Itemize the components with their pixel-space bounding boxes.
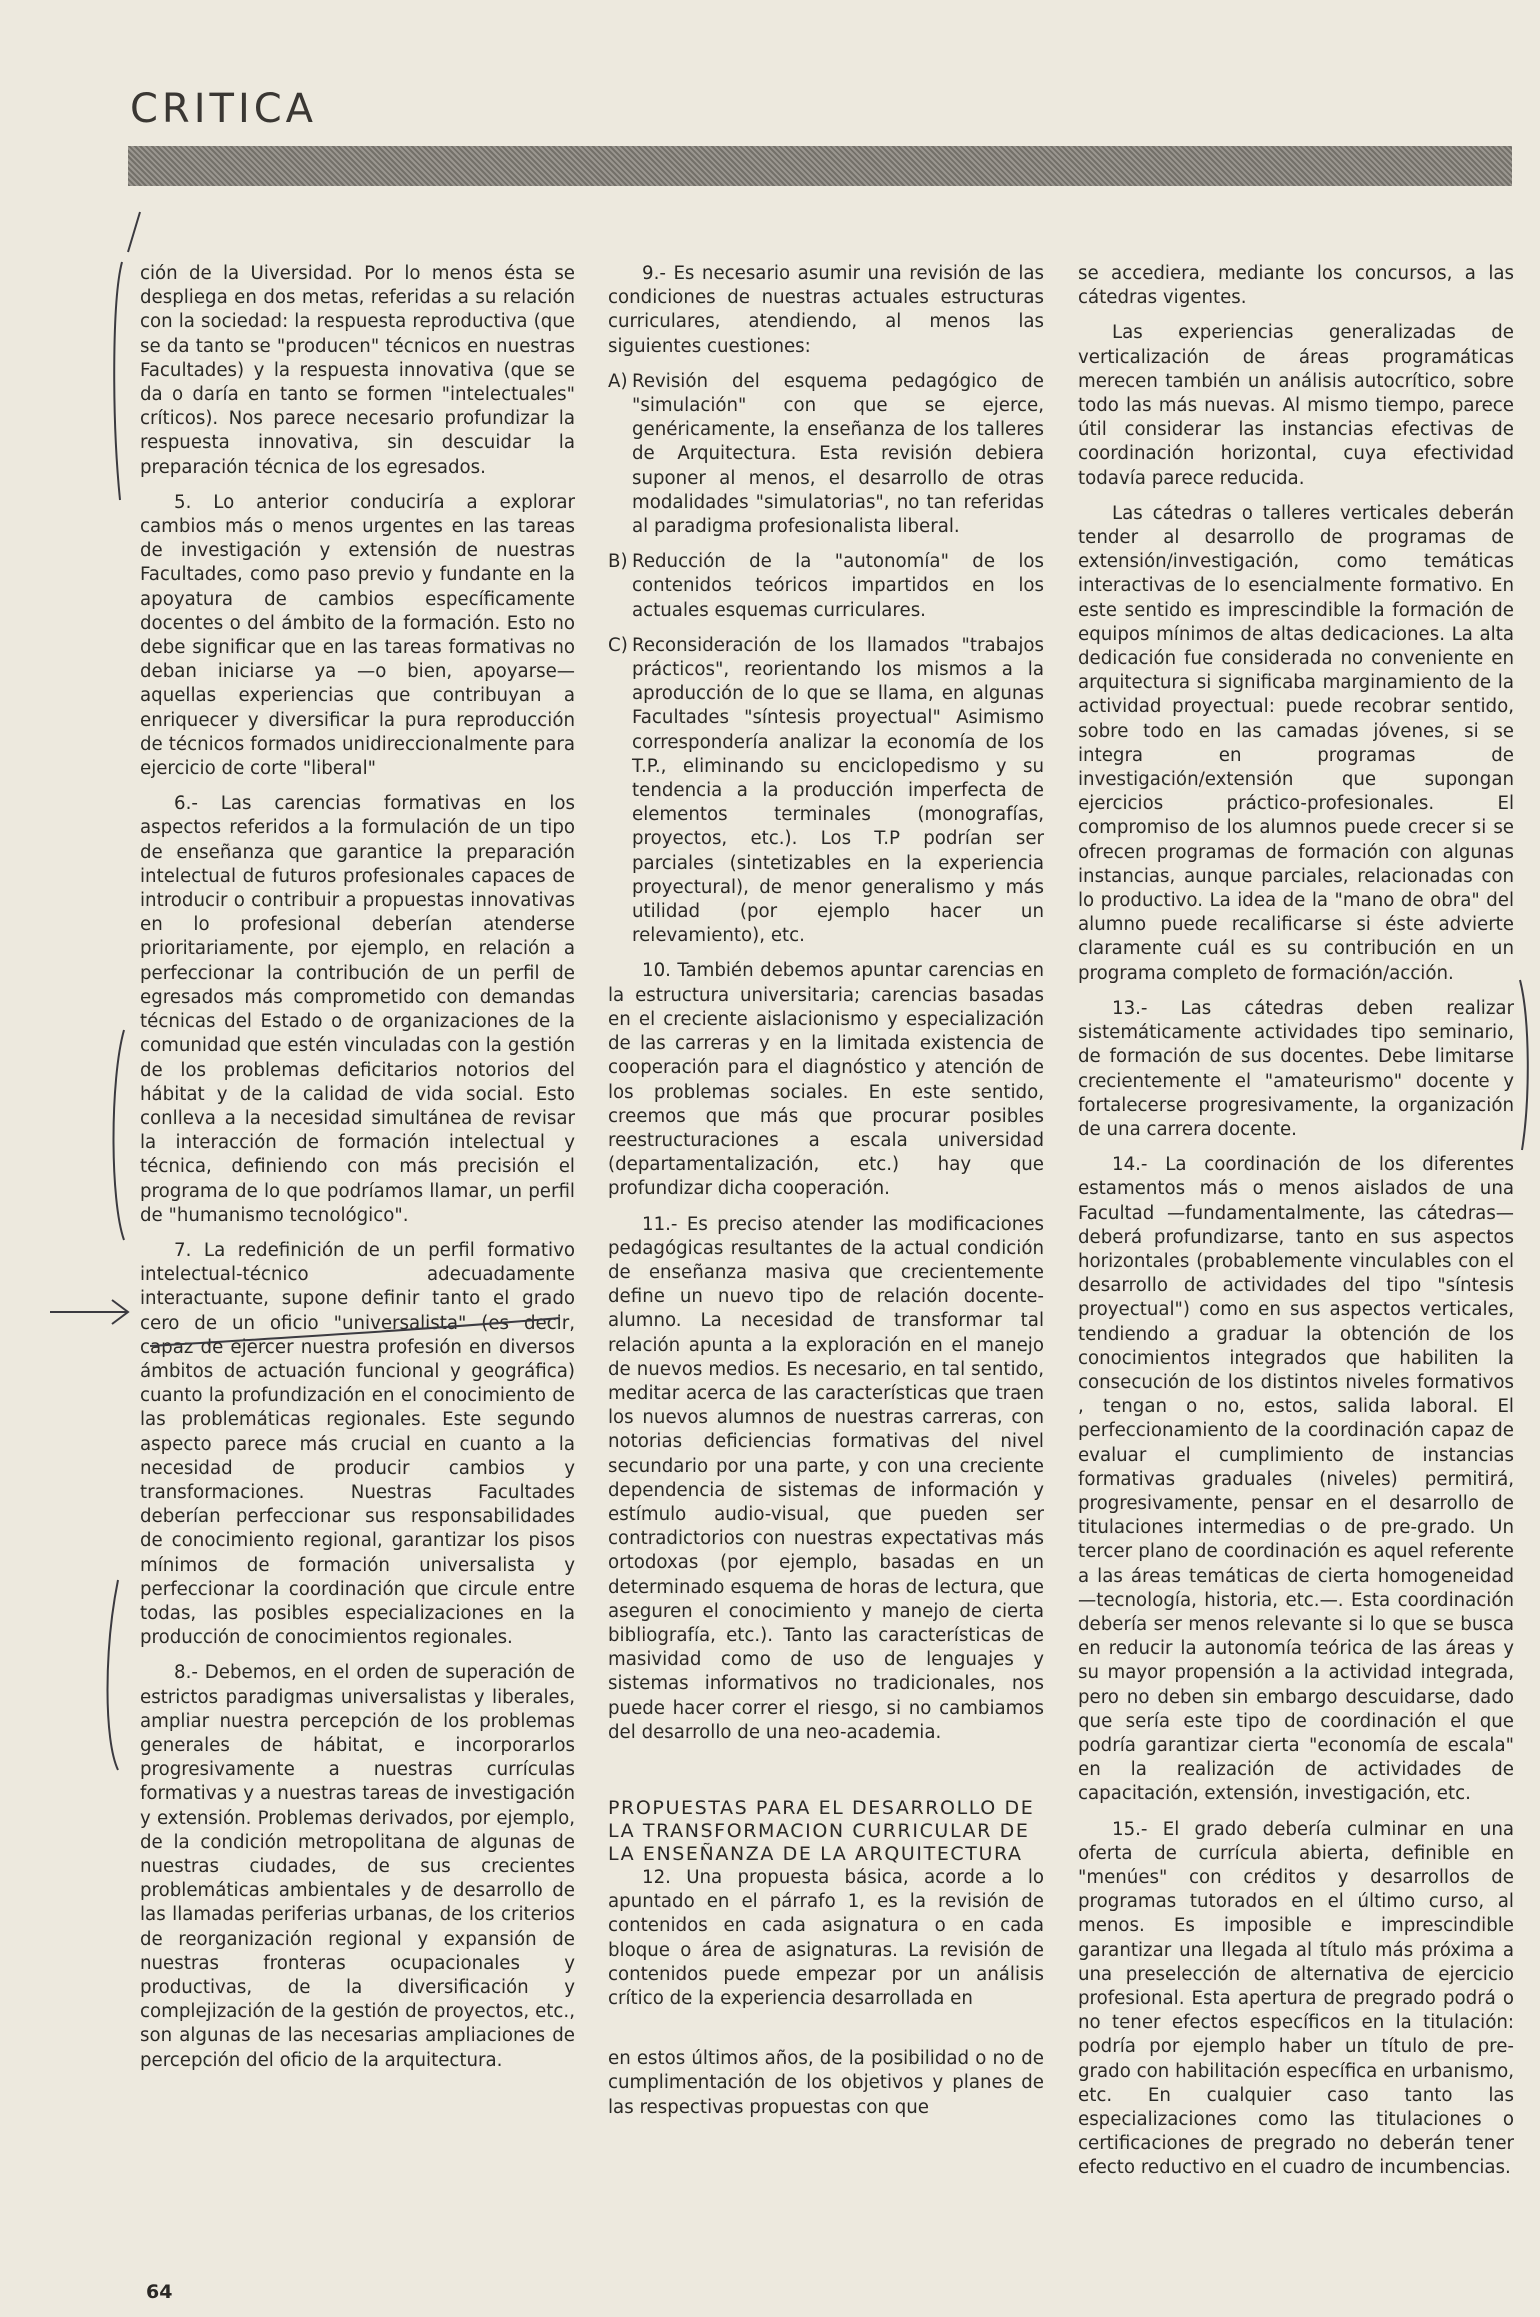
paragraph: 6.- Las carencias formativas en los aspectos referidos a la formulación de un tipo de enseñanza que garantice la preparación intelectual de futuros profesionales capaces de introducir o contribuir a propuestas innovativas en lo profesional deberían atenderse prioritariamente, por ejemplo, en relación a perfeccionar la contribución de un perfil de egresados más comprometido con demandas técnicas del Estado o de organizaciones de la comunidad que estén vinculadas con la gestión de los problemas deficitarios notorios del hábitat y de la calidad de vida social. Esto conlleva a la necesidad simultánea de revisar la interacción de formación intelectual y técnica, definiendo con más precisión el programa de lo que podríamos llamar, un perfil de "humanismo tecnológico". — [140, 793, 575, 1226]
paragraph: 12. Una propuesta básica, acorde a lo apuntado en el párrafo 1, es la revisión de contenidos en cada asignatura o en cada bloque o área de asignaturas. La revisión de contenidos puede empezar por un análisis crítico de la experiencia desarrollada en — [608, 1866, 1044, 2009]
paragraph: Las cátedras o talleres verticales deberán tender al desarrollo de programas de extensión/investigación, como temáticas interactivas de lo esencialmente formativo. En este sentido es imprescindible la formación de equipos mínimos de altas dedicaciones. La alta dedicación fue considerada no conveniente en arquitectura si significaba marginamiento de la actividad proyectual: puede recobrar sentido, sobre todo en las camadas jóvenes, si se integra en programas de investigación/extensión que supongan ejercicios práctico-profesionales. El compromiso de los alumnos puede crecer si se ofrecen programas de formación con algunas instancias, aunque parciales, relacionadas con lo productivo. La idea de la "mano de obra" del alumno puede recalificarse si éste advierte claramente cuál es su contribución en un programa completo de formación/acción. — [1078, 502, 1514, 984]
paragraph: Las experiencias generalizadas de verticalización de áreas programáticas merecen también un análisis autocrítico, sobre todo las más nuevas. Al mismo tiempo, parece útil considerar las instancias efectivas de coordinación horizontal, cuya efectividad todavía parece reducida. — [1078, 322, 1514, 489]
list-item-text: Revisión del esquema pedagógico de "simulación" con que se ejerce, genéricamente, la enseñanza de los talleres de Arquitectura. Esta revisión debiera suponer al menos, el desarrollo de otras modalidades "simulatorias", no tan referidas al paradigma profesionalista liberal. — [632, 370, 1044, 538]
pen-margin-bracket-1 — [114, 262, 122, 500]
page-number: 64 — [146, 2281, 173, 2303]
text-column-1 — [140, 262, 575, 2084]
pen-slash-mark — [128, 212, 140, 252]
list-item-text: Reconsideración de los llamados "trabajos prácticos", reorientando los mismos a la aproducción de lo que se llama, en algunas Facultades "síntesis proyectual" Asimismo correspondería analizar la economía de los T.P., eliminando su enciclopedismo y su tendencia a la producción imperfecta de elementos terminales (monografías, proyectos, etc.). Los T.P podrían ser parciales (sintetizables en la experiencia proyectural), de menor generalismo y más utilidad (por ejemplo hacer un relevamiento), etc. — [632, 634, 1044, 947]
list-marker: A) — [608, 370, 628, 392]
paragraph: 11.- Es preciso atender las modificaciones pedagógicas resultantes de la actual condición de enseñanza masiva que crecientemente define un nuevo tipo de relación docente-alumno. La necesidad de transformar tal relación apunta a la exploración en el manejo de nuevos medios. Es necesario, en tal sentido, meditar acerca de las características que traen los nuevos alumnos de nuestras carreras, con notorias deficiencias formativas del nivel secundario por una parte, y con una creciente dependencia de sistemas de información y estímulo audio-visual, que pueden ser contradictorios con nuestras expectativas más ortodoxas (por ejemplo, basadas en un determinado esquema de horas de lectura, que aseguren el conocimiento y manejo de cierta bibliografía, etc.). Tanto las características de masividad como de uso de lenguajes y sistemas informativos no tradicionales, nos puede hacer correr el riesgo, si no cambiamos del desarrollo de una neo-academia. — [608, 1213, 1044, 1743]
paragraph: 13.- Las cátedras deben realizar sistemáticamente actividades tipo seminario, de formación de sus docentes. Debe limitarse crecientemente el "amateurismo" docente y fortalecerse progresivamente, la organización de una carrera docente. — [1078, 997, 1514, 1140]
header-halftone-band — [128, 146, 1512, 186]
paragraph: 8.- Debemos, en el orden de superación de estrictos paradigmas universalistas y liberales, ampliar nuestra percepción de los problemas generales de hábitat, e incorporarlos progresivamente a nuestras currículas formativas y a nuestras tareas de investigación y extensión. Problemas derivados, por ejemplo, de la condición metropolitana de algunas de nuestras ciudades, de sus crecientes problemáticas ambientales y de desarrollo de las llamadas periferias urbanas, de los criterios de reorganización regional y expansión de nuestras fronteras ocupacionales y productivas, de la diversificación y complejización de la gestión de proyectos, etc., son algunas de las necesarias ampliaciones de percepción del oficio de la arquitectura. — [140, 1662, 575, 2071]
text-column-3 — [1078, 262, 1514, 2192]
pen-arrow — [50, 1300, 128, 1324]
text-column-2 — [608, 262, 1044, 2131]
paragraph: 14.- La coordinación de los diferentes estamentos más o menos aislados de una Facultad —fundamentalmente, las cátedras— deberá profundizarse, tanto en sus aspectos horizontales (probablemente vinculables con el desarrollo de actividades del tipo "síntesis proyectual") como en sus aspectos verticales, tendiendo a graduar la obtención de los conocimientos integrados que habiliten la consecución de los distintos niveles formativos , tengan o no, estos, salida laboral. El perfeccionamiento de la coordinación capaz de evaluar el cumplimiento de instancias formativas graduales (niveles) permitirá, progresivamente, pensar en el desarrollo de titulaciones intermedias o de pre-grado. Un tercer plano de coordinación es aquel referente a las áreas temáticas de cierta homogeneidad —tecnología, historia, etc.—. Esta coordinación debería ser menos relevante si lo que se busca en reducir la autonomía teórica de las áreas y su mayor propensión a la actividad integrada, pero no deben sin embargo descuidarse, dado que sería este tipo de coordinación el que podría garantizar cierta "economía de escala" en la realización de actividades de capacitación, extensión, investigación, etc. — [1078, 1154, 1514, 1805]
section-title: CRITICA — [130, 86, 318, 132]
paragraph: se accediera, mediante los concursos, a las cátedras vigentes. — [1078, 263, 1514, 309]
section-heading: PROPUESTAS PARA EL DESARROLLO DE LA TRANSFORMACION CURRICULAR DE LA ENSEÑANZA DE LA ARQUITECTURA — [608, 1796, 1035, 1865]
list-item — [608, 634, 1044, 949]
paragraph: 7. La redefinición de un perfil formativo intelectual-técnico adecuadamente interactuante, supone definir tanto el grado cero de un oficio "universalista" (es decir, capaz de ejercer nuestra profesión en diversos ámbitos de actuación funcional y geográfica) cuanto la profundización en el conocimiento de las problemáticas regionales. Este segundo aspecto parece más crucial en cuanto a la necesidad de producir cambios y transformaciones. Nuestras Facultades deberían perfeccionar sus responsabilidades de conocimiento regional, garantizar los pisos mínimos de formación universalista y perfeccionar la coordinación que circule entre todas, las posibles especializaciones en la producción de conocimientos regionales. — [140, 1239, 575, 1649]
list-marker: B) — [608, 551, 628, 573]
paragraph: 9.- Es necesario asumir una revisión de las condiciones de nuestras actuales estructuras curriculares, atendiendo, al menos las siguientes cuestiones: — [608, 263, 1044, 357]
paragraph: en estos últimos años, de la posibilidad o no de cumplimentación de los objetivos y planes de las respectivas propuestas con que — [608, 2048, 1044, 2118]
paragraph: 10. También debemos apuntar carencias en la estructura universitaria; carencias basadas en el creciente aislacionismo y especialización de las carreras y en la limitada existencia de cooperación para el diagnóstico y atención de los problemas sociales. En este sentido, creemos que más que procurar posibles reestructuraciones a escala universidad (departamentalización, etc.) hay que profundizar dicha cooperación. — [608, 960, 1044, 1200]
list-item — [608, 550, 1044, 623]
pen-margin-bracket-3 — [108, 1580, 119, 1770]
paragraph: 5. Lo anterior conduciría a explorar cambios más o menos urgentes en las tareas de investigación y extensión de nuestras Facultades, como paso previo y fundante en la apoyatura de cambios específicamente docentes o del ámbito de la formación. Esto no debe significar que en las tareas formativas no deban iniciarse ya —o bien, apoyarse— aquellas experiencias que contribuyan a enriquecer y diversificar la pura reproducción de técnicos formados unidireccionalmente para ejercicio de corte "liberal" — [140, 491, 575, 780]
paragraph: ción de la Uiversidad. Por lo menos ésta se despliega en dos metas, referidas a su relación con la sociedad: la respuesta reproductiva (que se da tanto se "producen" técnicos en nuestras Facultades) y la respuesta innovativa (que se da o daría en tanto se formen "intelectuales" críticos). Nos parece necesario profundizar la respuesta innovativa, sin descuidar la preparación técnica de los egresados. — [140, 263, 575, 478]
list-marker: C) — [608, 634, 628, 656]
list-item — [608, 370, 1044, 539]
list-item-text: Reducción de la "autonomía" de los contenidos teóricos impartidos en los actuales esquemas curriculares. — [632, 551, 1044, 621]
pen-margin-bracket-2 — [114, 1030, 125, 1240]
pen-margin-tick-right — [1520, 980, 1528, 1150]
paragraph: 15.- El grado debería culminar en una oferta de currícula abierta, definible en "menúes" con créditos y desarrollos de programas tutorados en el último curso, al menos. Es imposible e imprescindible garantizar una llegada al título más próxima a una preselección de alternativa de ejercicio profesional. Esta apertura de pregrado podrá o no tener efectos específicos en la titulación: podría por ejemplo haber un título de pre-grado con habilitación específica en urbanismo, etc. En cualquier caso tanto las especializaciones como las titulaciones o certificaciones de pregrado no deberán tener efecto reductivo en el cuadro de incumbencias. — [1078, 1818, 1514, 2179]
